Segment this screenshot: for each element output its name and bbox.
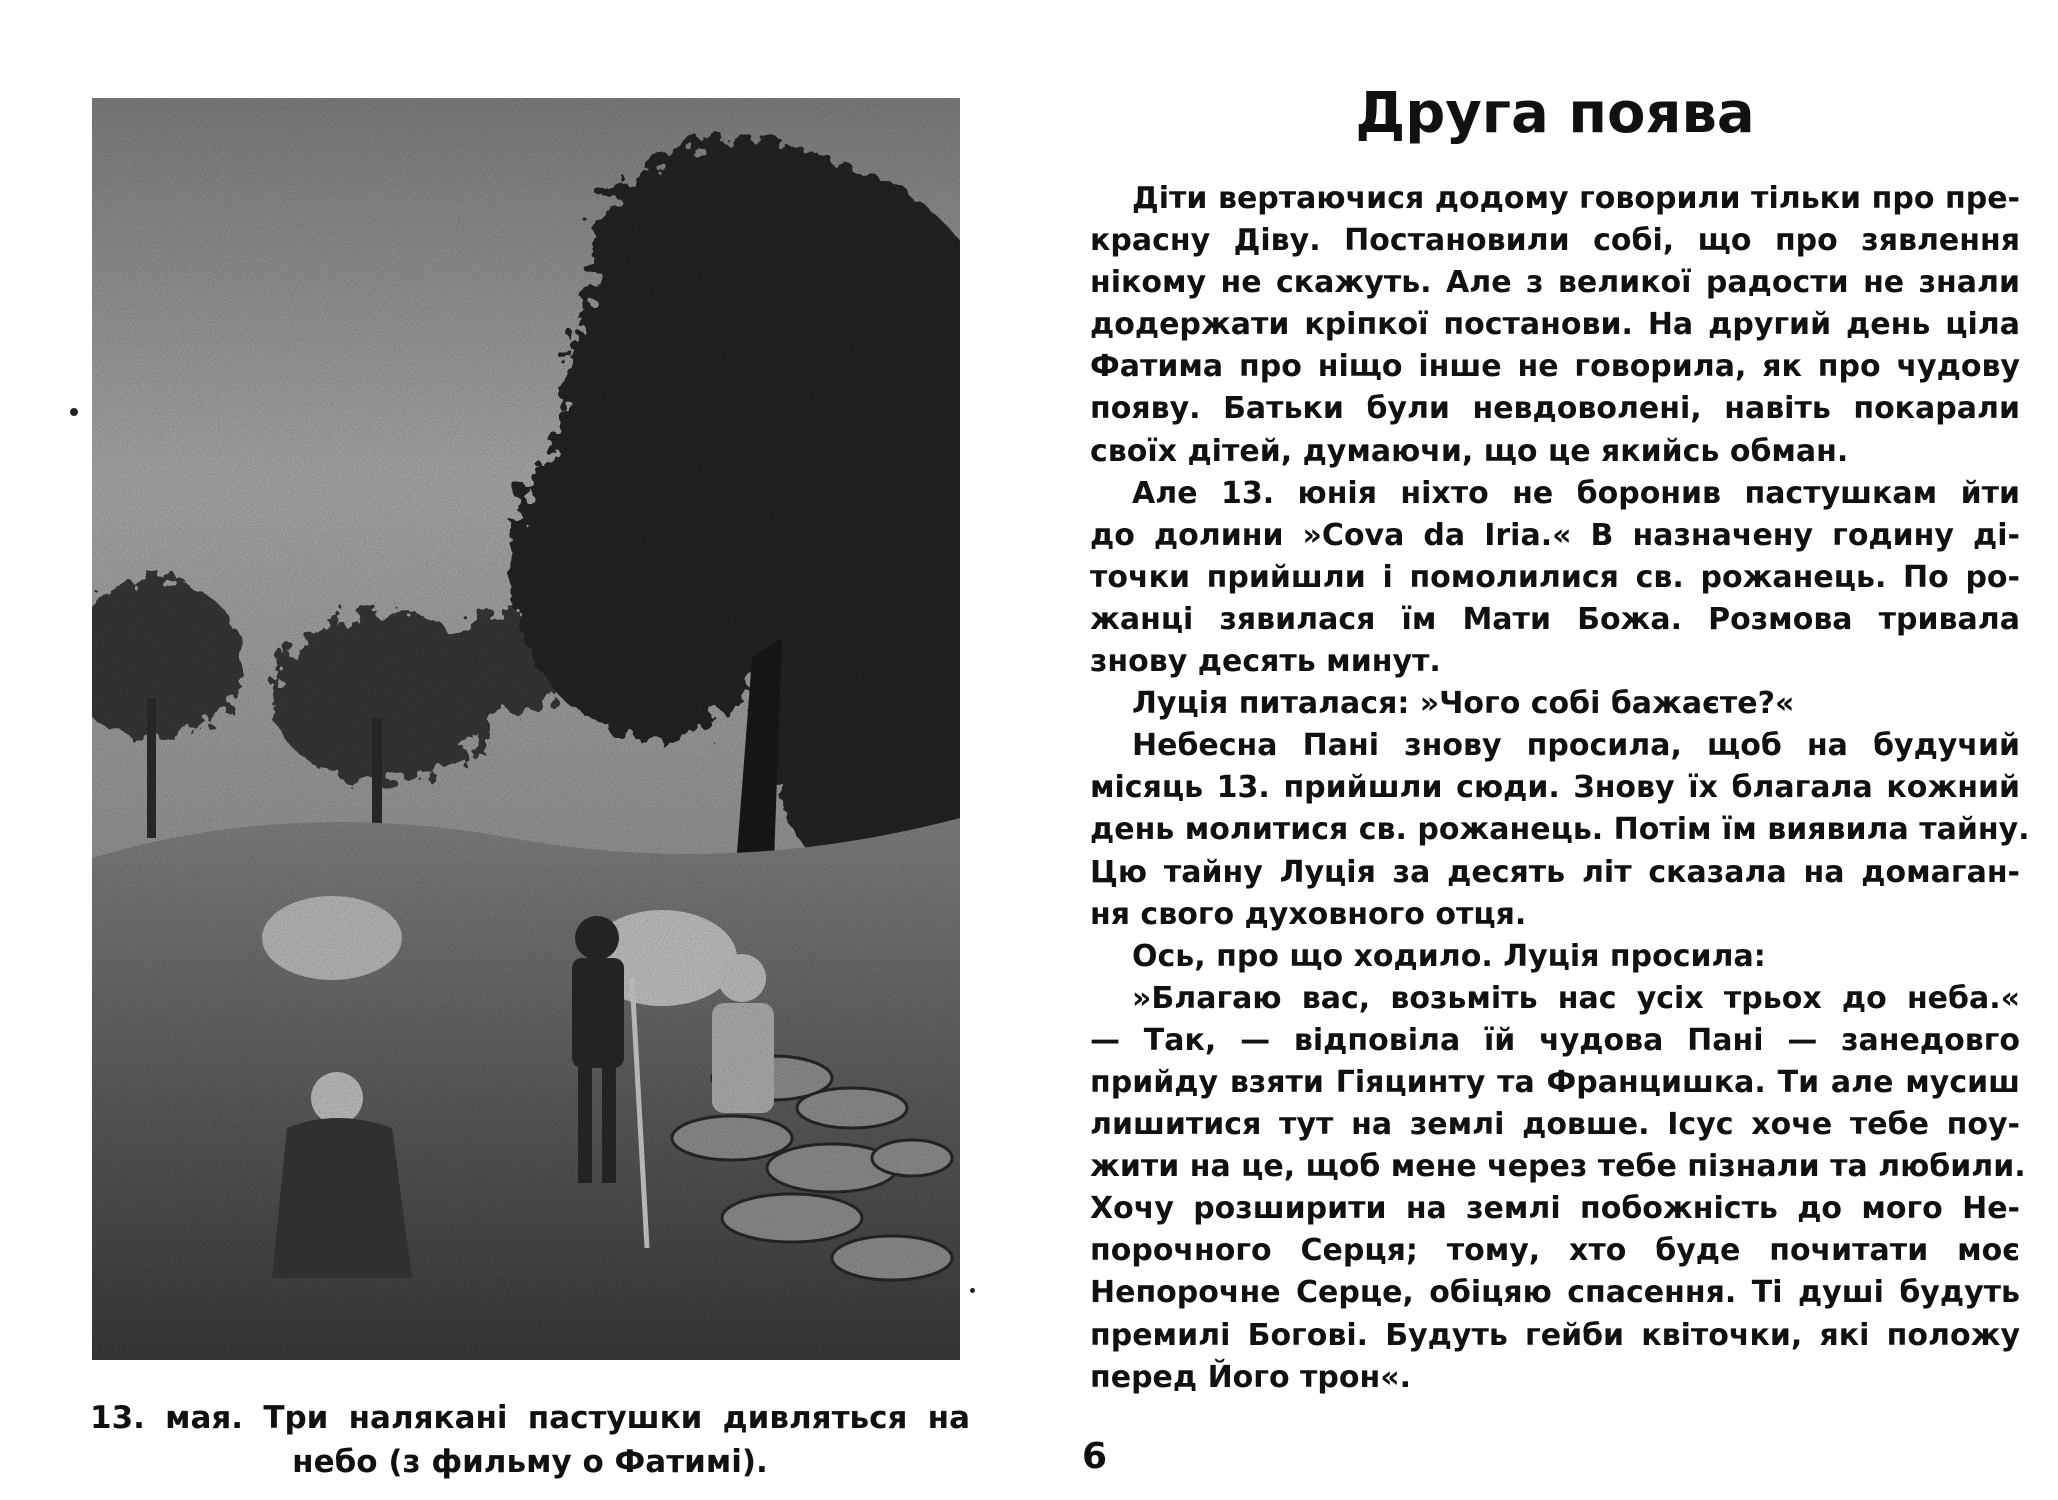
caption-line-2: небо (з фильму о Фатимі).	[292, 1444, 768, 1480]
body-line: появу. Батьки були невдоволені, навіть покарали	[1090, 391, 2020, 427]
body-line: нікому не скажуть. Але з великої радости не знали	[1090, 265, 2020, 301]
chapter-title: Друга поява	[1355, 81, 1755, 146]
body-line: Луція питалася: »Чого собі бажаєте?«	[1132, 686, 1795, 722]
scan-speck	[70, 408, 78, 416]
photo-caption	[90, 1396, 970, 1484]
body-line: місяць 13. прийшли сюди. Знову їх благала кожний	[1090, 770, 2020, 806]
body-line: своїх дітей, думаючи, що це якийсь обман.	[1090, 433, 1849, 469]
chapter-body	[1090, 178, 2030, 1399]
body-line: перед Його трон«.	[1090, 1359, 1411, 1395]
body-line: жити на це, щоб мене через тебе пізнали та любили.	[1090, 1149, 2026, 1185]
body-line: знову десять минут.	[1090, 644, 1441, 680]
film-still-photograph	[92, 98, 960, 1360]
body-line: додержати кріпкої постанови. На другий день ціла	[1090, 307, 2020, 343]
body-line: Цю тайну Луція за десять літ сказала на домаган-	[1090, 854, 2020, 890]
body-line: Небесна Пані знову просила, щоб на будучий	[1132, 728, 2020, 764]
body-line: премилі Богові. Будуть гейби квіточки, які положу	[1090, 1317, 2020, 1353]
body-line: красну Діву. Постановили собі, що про зявлення	[1090, 223, 2020, 259]
page-number: 6	[1082, 1436, 1108, 1477]
body-line: день молитися св. рожанець. Потім їм виявила тайну.	[1090, 812, 2030, 848]
caption-line-1: 13. мая. Три налякані пастушки дивляться на	[90, 1400, 970, 1436]
body-line: до долини »Cova da Iria.« В назначену годину ді-	[1090, 517, 2020, 553]
body-line: — Так, — відповіла їй чудова Пані — занедовго	[1090, 1022, 2020, 1058]
body-line: ня свого духовного отця.	[1090, 896, 1527, 932]
body-line: точки прийшли і помолилися св. рожанець. По ро-	[1090, 559, 2020, 595]
body-line: жанці зявилася їм Мати Божа. Розмова тривала	[1090, 601, 2020, 637]
body-line: Ось, про що ходило. Луція просила:	[1132, 938, 1766, 974]
body-line: »Благаю вас, возьміть нас усіх трьох до неба.«	[1132, 980, 2020, 1016]
body-line: лишитися тут на землі довше. Ісус хоче тебе поу-	[1090, 1107, 2020, 1143]
scan-speck	[970, 1288, 975, 1293]
body-line: Непорочне Серце, обіцяю спасення. Ті душі будуть	[1090, 1275, 2020, 1311]
body-line: прийду взяти Гіяцинту та Францишка. Ти але мусиш	[1090, 1064, 2020, 1100]
body-line: Діти вертаючися додому говорили тільки про пре-	[1132, 181, 2020, 216]
body-line: Фатима про ніщо інше не говорила, як про чудову	[1090, 349, 2020, 385]
body-line: порочного Серця; тому, хто буде почитати моє	[1090, 1233, 2020, 1269]
body-line: Хочу розширити на землі побожність до мого Не-	[1090, 1191, 2020, 1227]
body-line: Але 13. юнія ніхто не боронив пастушкам йти	[1132, 475, 2020, 511]
